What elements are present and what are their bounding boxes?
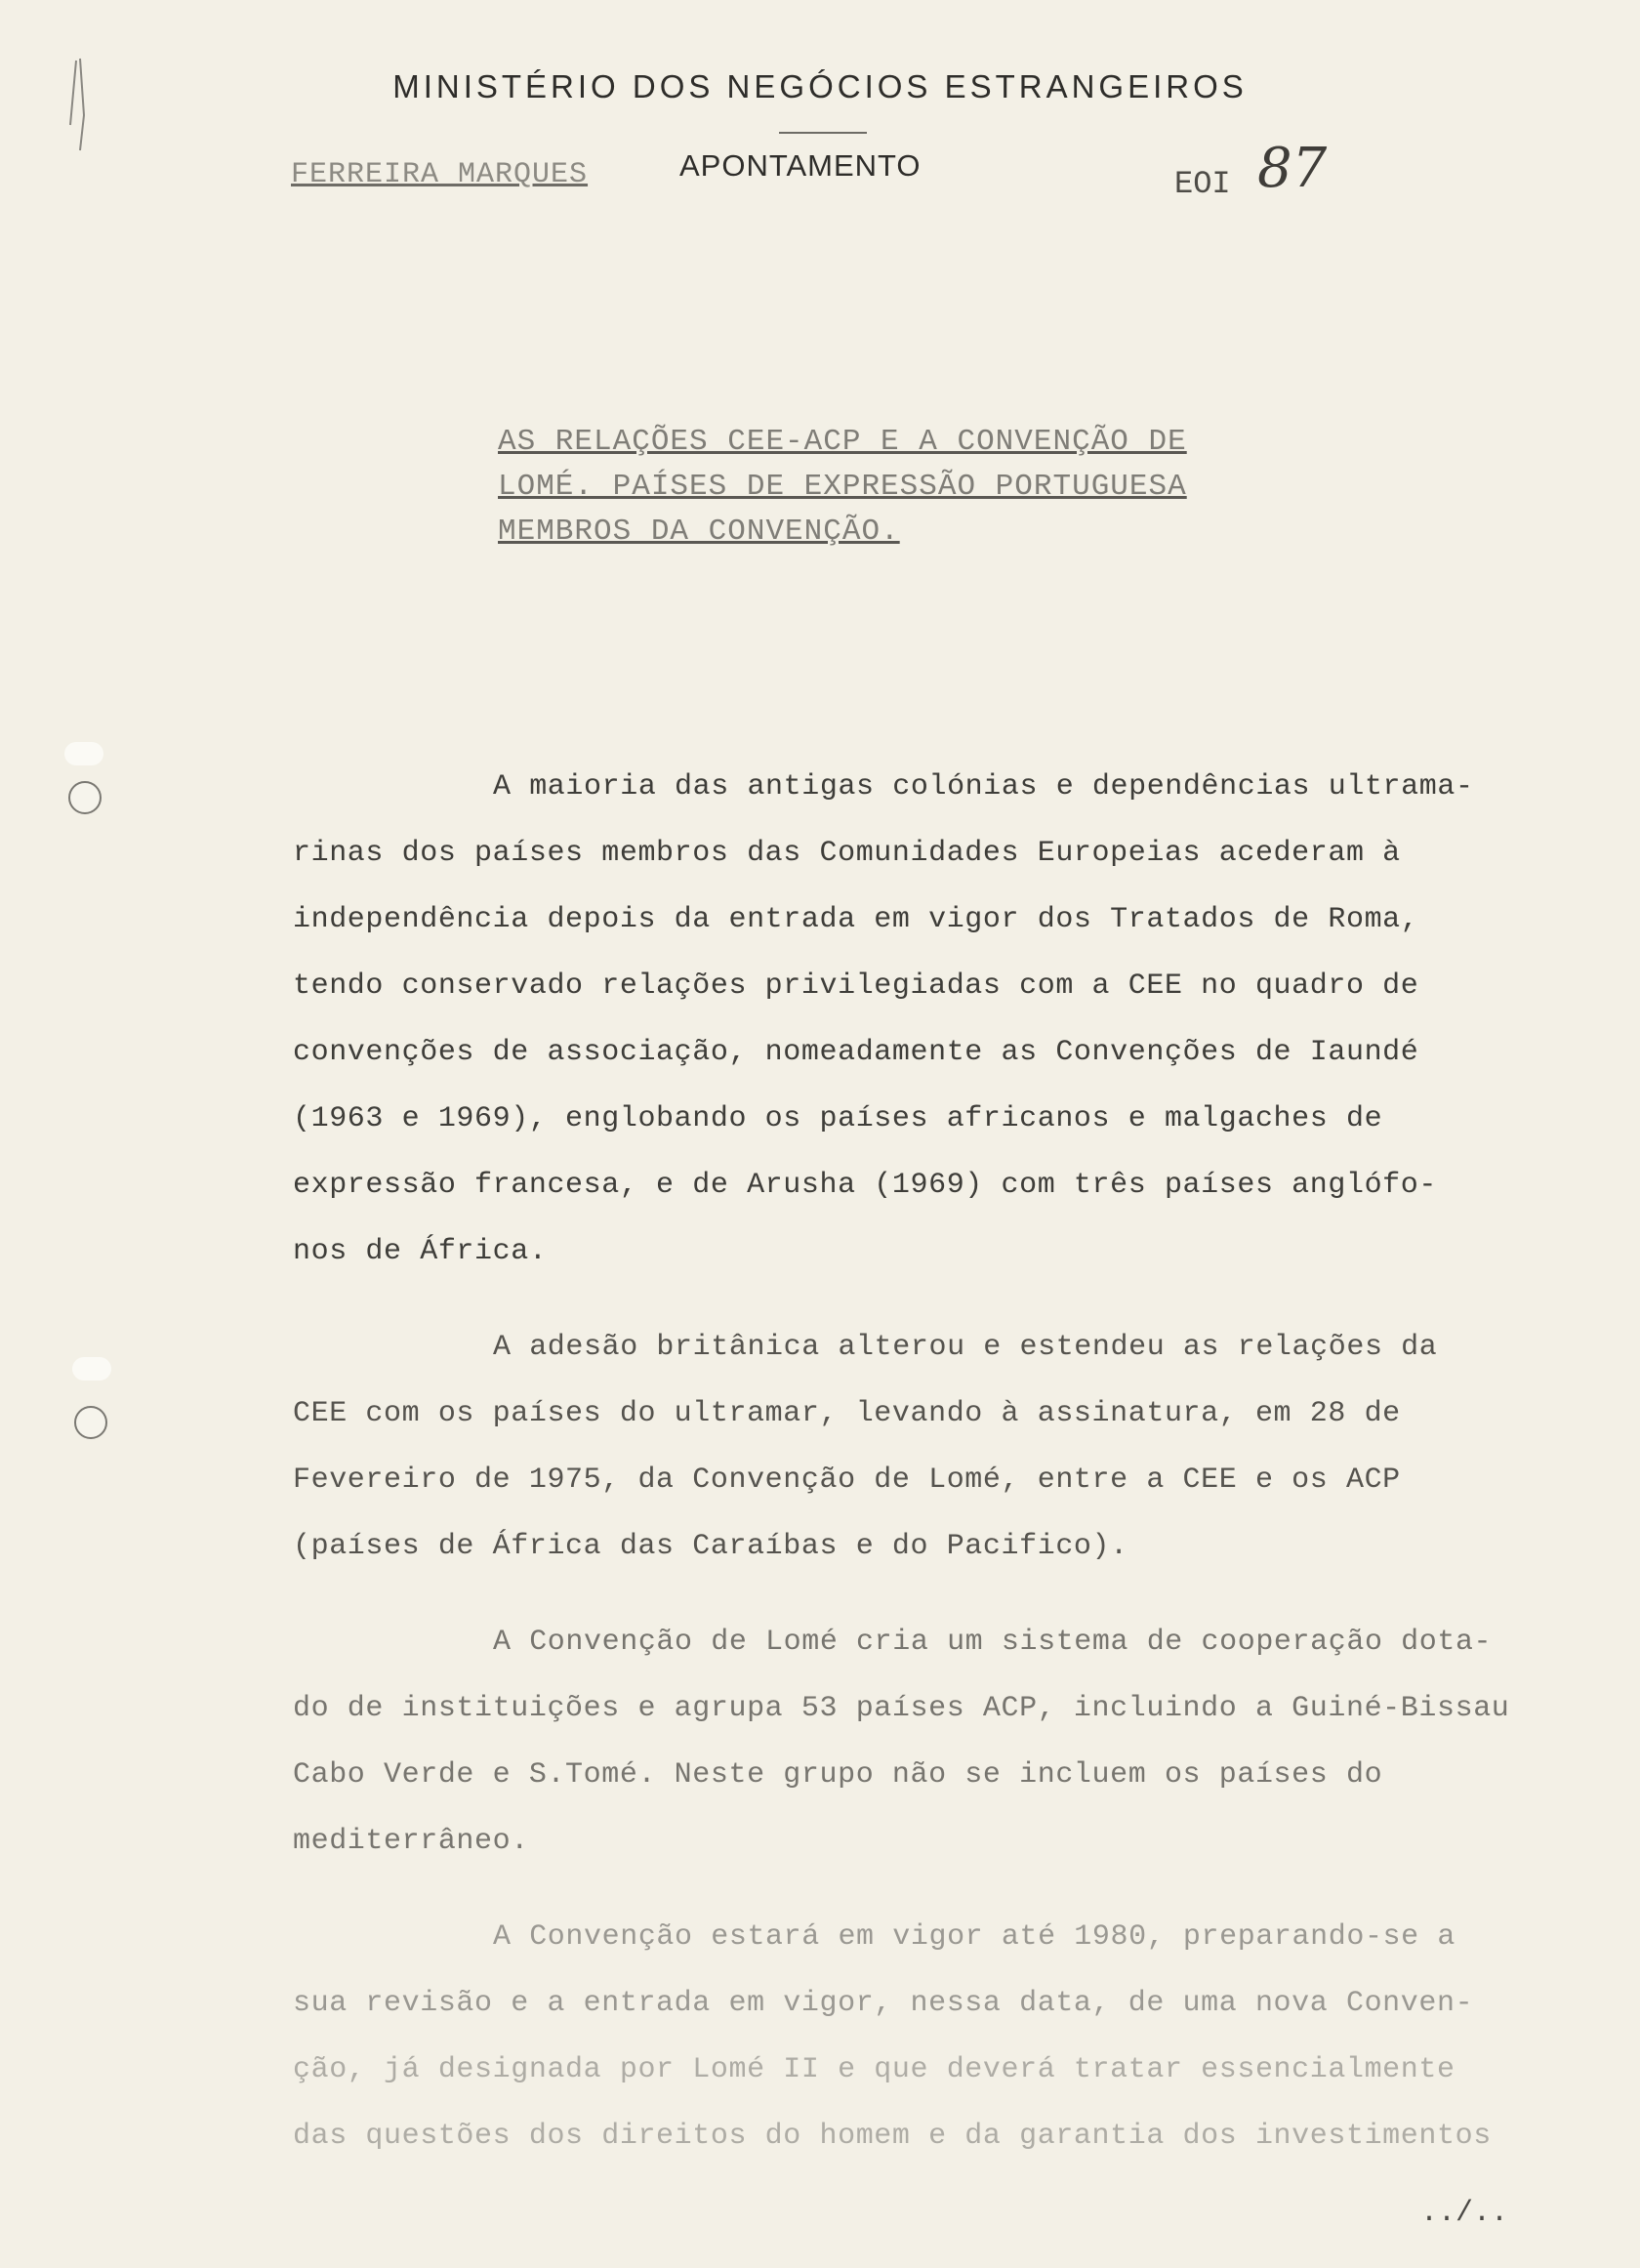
reference-number: 87 bbox=[1257, 137, 1328, 200]
paragraph-line: Cabo Verde e S.Tomé. Neste grupo não se incluem os países do bbox=[293, 1758, 1383, 1792]
paragraph-line: A adesão britânica alterou e estendeu as relações da bbox=[493, 1331, 1438, 1364]
paragraph-line: A maioria das antigas colónias e dependências ultrama- bbox=[493, 770, 1474, 804]
title-line: AS RELAÇÕES CEE-ACP E A CONVENÇÃO DE bbox=[498, 425, 1187, 459]
reference-code: EOI bbox=[1174, 166, 1231, 202]
paragraph-line: independência depois da entrada em vigor dos Tratados de Roma, bbox=[293, 903, 1419, 936]
paragraph-line: do de instituições e agrupa 53 países ACP, incluindo a Guiné-Bissau bbox=[293, 1692, 1510, 1725]
paragraph-line: A Convenção de Lomé cria um sistema de cooperação dota- bbox=[493, 1626, 1493, 1659]
paragraph-line: (1963 e 1969), englobando os países africanos e malgaches de bbox=[293, 1102, 1383, 1135]
title-line: LOMÉ. PAÍSES DE EXPRESSÃO PORTUGUESA bbox=[498, 470, 1187, 504]
document-title bbox=[498, 420, 1298, 555]
paragraph-line: expressão francesa, e de Arusha (1969) com três países anglófo- bbox=[293, 1169, 1437, 1202]
paragraph-line: convenções de associação, nomeadamente as Convenções de Iaundé bbox=[293, 1036, 1419, 1069]
punch-hole-reinforcement bbox=[64, 742, 103, 765]
paragraph-line: sua revisão e a entrada em vigor, nessa data, de uma nova Conven- bbox=[293, 1987, 1474, 2020]
paragraph-line: tendo conservado relações privilegiadas com a CEE no quadro de bbox=[293, 969, 1419, 1003]
paragraph-line: Fevereiro de 1975, da Convenção de Lomé, entre a CEE e os ACP bbox=[293, 1464, 1401, 1497]
punch-hole bbox=[68, 781, 102, 814]
document-type: APONTAMENTO bbox=[679, 148, 922, 183]
punch-hole bbox=[74, 1406, 107, 1439]
paragraph-line: rinas dos países membros das Comunidades Europeias acederam à bbox=[293, 837, 1401, 870]
document-body bbox=[293, 754, 1630, 2169]
header-divider bbox=[779, 132, 867, 134]
ministry-header: MINISTÉRIO DOS NEGÓCIOS ESTRANGEIROS bbox=[392, 68, 1248, 104]
paragraph-line: A Convenção estará em vigor até 1980, preparando-se a bbox=[493, 1920, 1456, 1954]
punch-hole-reinforcement bbox=[72, 1357, 111, 1381]
continuation-mark: ../.. bbox=[1420, 2197, 1509, 2230]
title-line: MEMBROS DA CONVENÇÃO. bbox=[498, 515, 900, 549]
paragraph-line: ção, já designada por Lomé II e que deverá tratar essencialmente bbox=[293, 2053, 1456, 2086]
paragraph-line: CEE com os países do ultramar, levando à assinatura, em 28 de bbox=[293, 1397, 1401, 1430]
paragraph-line: (países de África das Caraíbas e do Pacifico). bbox=[293, 1530, 1128, 1563]
paragraph-line: nos de África. bbox=[293, 1235, 548, 1268]
paragraph-line: das questões dos direitos do homem e da garantia dos investimentos bbox=[293, 2120, 1492, 2153]
paragraph-line: mediterrâneo. bbox=[293, 1825, 529, 1858]
author-stamp: FERREIRA MARQUES bbox=[291, 158, 589, 191]
